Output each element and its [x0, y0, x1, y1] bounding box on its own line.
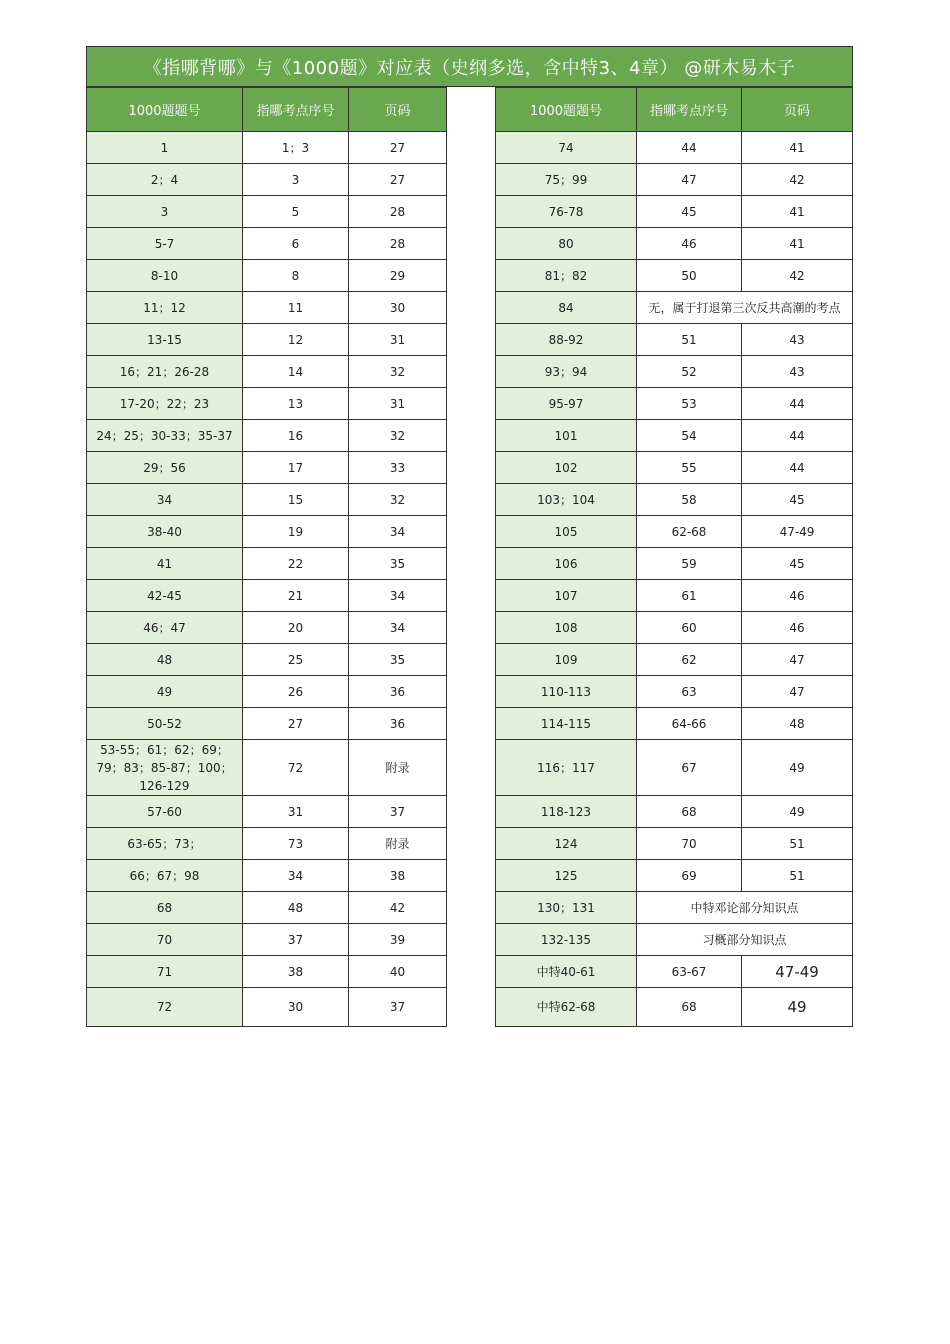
point-number-cell: 21	[243, 580, 349, 612]
page-cell: 47	[742, 644, 853, 676]
header-point-number: 指哪考点序号	[637, 88, 742, 132]
point-number-cell: 73	[243, 828, 349, 860]
table-row	[496, 644, 853, 676]
point-number-cell: 31	[243, 796, 349, 828]
table-row	[87, 956, 447, 988]
page-cell: 49	[742, 740, 853, 796]
point-number-cell: 63	[637, 676, 742, 708]
point-number-cell: 19	[243, 516, 349, 548]
table-row	[496, 420, 853, 452]
point-number-cell: 60	[637, 612, 742, 644]
question-number-cell: 中特62-68	[496, 988, 637, 1027]
question-number-cell: 29；56	[87, 452, 243, 484]
correspondence-sheet	[86, 46, 853, 1027]
question-number-cell: 50-52	[87, 708, 243, 740]
right-header-row	[496, 88, 853, 132]
table-row	[87, 292, 447, 324]
right-table	[495, 87, 853, 1027]
table-row	[87, 676, 447, 708]
point-number-cell: 15	[243, 484, 349, 516]
question-number-cell: 53-55；61；62；69；79；83；85-87；100；126-129	[87, 740, 243, 796]
page-cell: 28	[349, 196, 447, 228]
page-cell: 44	[742, 452, 853, 484]
header-question-number: 1000题题号	[496, 88, 637, 132]
table-row	[496, 132, 853, 164]
question-number-cell: 81；82	[496, 260, 637, 292]
question-number-cell: 95-97	[496, 388, 637, 420]
page-cell: 41	[742, 228, 853, 260]
page-cell: 31	[349, 388, 447, 420]
point-number-cell: 70	[637, 828, 742, 860]
point-number-cell: 22	[243, 548, 349, 580]
table-row	[496, 676, 853, 708]
page-cell: 附录	[349, 740, 447, 796]
page-cell: 42	[349, 892, 447, 924]
page-cell: 33	[349, 452, 447, 484]
table-row	[87, 988, 447, 1027]
point-number-cell: 67	[637, 740, 742, 796]
point-number-cell: 62-68	[637, 516, 742, 548]
point-number-cell: 53	[637, 388, 742, 420]
page-cell: 42	[742, 260, 853, 292]
question-number-cell: 42-45	[87, 580, 243, 612]
page-cell: 46	[742, 580, 853, 612]
page-cell: 34	[349, 612, 447, 644]
page-cell: 39	[349, 924, 447, 956]
page-cell: 47-49	[742, 516, 853, 548]
page-cell: 43	[742, 356, 853, 388]
page-cell: 44	[742, 388, 853, 420]
question-number-cell: 63-65；73；	[87, 828, 243, 860]
page-cell: 附录	[349, 828, 447, 860]
question-number-cell: 105	[496, 516, 637, 548]
question-number-cell: 124	[496, 828, 637, 860]
point-number-cell: 30	[243, 988, 349, 1027]
question-number-cell: 中特40-61	[496, 956, 637, 988]
page-cell: 49	[742, 796, 853, 828]
question-number-cell: 1	[87, 132, 243, 164]
point-number-cell: 68	[637, 988, 742, 1027]
point-number-cell: 34	[243, 860, 349, 892]
page-cell: 27	[349, 132, 447, 164]
table-row	[87, 580, 447, 612]
question-number-cell: 38-40	[87, 516, 243, 548]
header-point-number: 指哪考点序号	[243, 88, 349, 132]
table-row	[87, 516, 447, 548]
question-number-cell: 17-20；22；23	[87, 388, 243, 420]
page-cell: 37	[349, 796, 447, 828]
point-number-cell: 58	[637, 484, 742, 516]
point-number-cell: 13	[243, 388, 349, 420]
point-number-cell: 3	[243, 164, 349, 196]
point-number-cell: 62	[637, 644, 742, 676]
table-row	[87, 324, 447, 356]
question-number-cell: 93；94	[496, 356, 637, 388]
page-cell: 46	[742, 612, 853, 644]
point-number-cell: 46	[637, 228, 742, 260]
page-cell: 40	[349, 956, 447, 988]
table-row	[496, 388, 853, 420]
point-number-cell: 8	[243, 260, 349, 292]
page-cell: 31	[349, 324, 447, 356]
page-cell: 32	[349, 356, 447, 388]
question-number-cell: 8-10	[87, 260, 243, 292]
note-cell: 习概部分知识点	[637, 924, 853, 956]
table-row	[87, 708, 447, 740]
point-number-cell: 69	[637, 860, 742, 892]
question-number-cell: 70	[87, 924, 243, 956]
point-number-cell: 51	[637, 324, 742, 356]
page-cell: 37	[349, 988, 447, 1027]
question-number-cell: 76-78	[496, 196, 637, 228]
question-number-cell: 116；117	[496, 740, 637, 796]
table-row	[496, 164, 853, 196]
page-cell: 36	[349, 708, 447, 740]
table-row	[496, 828, 853, 860]
table-row	[496, 892, 853, 924]
page-cell: 44	[742, 420, 853, 452]
page-cell: 48	[742, 708, 853, 740]
table-row	[87, 828, 447, 860]
page-cell: 34	[349, 580, 447, 612]
point-number-cell: 5	[243, 196, 349, 228]
page-cell: 49	[742, 988, 853, 1027]
page-cell: 35	[349, 548, 447, 580]
page-cell: 35	[349, 644, 447, 676]
question-number-cell: 66；67；98	[87, 860, 243, 892]
question-number-cell: 41	[87, 548, 243, 580]
table-row	[496, 924, 853, 956]
page-cell: 38	[349, 860, 447, 892]
point-number-cell: 68	[637, 796, 742, 828]
table-row	[87, 924, 447, 956]
point-number-cell: 6	[243, 228, 349, 260]
question-number-cell: 101	[496, 420, 637, 452]
table-row	[496, 356, 853, 388]
table-row	[496, 516, 853, 548]
table-row	[87, 892, 447, 924]
table-row	[496, 740, 853, 796]
question-number-cell: 5-7	[87, 228, 243, 260]
table-row	[87, 420, 447, 452]
table-row	[87, 132, 447, 164]
note-cell: 无，属于打退第三次反共高潮的考点	[637, 292, 853, 324]
point-number-cell: 16	[243, 420, 349, 452]
question-number-cell: 103；104	[496, 484, 637, 516]
page-cell: 41	[742, 196, 853, 228]
question-number-cell: 34	[87, 484, 243, 516]
table-row	[496, 860, 853, 892]
question-number-cell: 72	[87, 988, 243, 1027]
question-number-cell: 102	[496, 452, 637, 484]
table-row	[496, 260, 853, 292]
page-cell: 34	[349, 516, 447, 548]
table-row	[87, 228, 447, 260]
question-number-cell: 46；47	[87, 612, 243, 644]
page-cell: 32	[349, 420, 447, 452]
table-row	[87, 644, 447, 676]
question-number-cell: 16；21；26-28	[87, 356, 243, 388]
question-number-cell: 3	[87, 196, 243, 228]
point-number-cell: 38	[243, 956, 349, 988]
point-number-cell: 1；3	[243, 132, 349, 164]
question-number-cell: 132-135	[496, 924, 637, 956]
page-cell: 41	[742, 132, 853, 164]
question-number-cell: 107	[496, 580, 637, 612]
point-number-cell: 25	[243, 644, 349, 676]
table-row	[87, 796, 447, 828]
page-cell: 47	[742, 676, 853, 708]
left-table	[86, 87, 447, 1027]
table-row	[496, 452, 853, 484]
table-row	[87, 740, 447, 796]
point-number-cell: 20	[243, 612, 349, 644]
point-number-cell: 59	[637, 548, 742, 580]
question-number-cell: 49	[87, 676, 243, 708]
table-row	[87, 548, 447, 580]
question-number-cell: 106	[496, 548, 637, 580]
point-number-cell: 11	[243, 292, 349, 324]
question-number-cell: 109	[496, 644, 637, 676]
table-row	[87, 164, 447, 196]
question-number-cell: 57-60	[87, 796, 243, 828]
question-number-cell: 75；99	[496, 164, 637, 196]
question-number-cell: 88-92	[496, 324, 637, 356]
question-number-cell: 130；131	[496, 892, 637, 924]
page-cell: 51	[742, 828, 853, 860]
question-number-cell: 84	[496, 292, 637, 324]
point-number-cell: 54	[637, 420, 742, 452]
table-row	[87, 356, 447, 388]
header-page: 页码	[742, 88, 853, 132]
page-cell: 51	[742, 860, 853, 892]
point-number-cell: 48	[243, 892, 349, 924]
table-row	[496, 324, 853, 356]
question-number-cell: 125	[496, 860, 637, 892]
point-number-cell: 52	[637, 356, 742, 388]
table-row	[496, 548, 853, 580]
table-row	[87, 484, 447, 516]
sheet-title: 《指哪背哪》与《1000题》对应表（史纲多选，含中特3、4章） @研木易木子	[86, 46, 853, 87]
question-number-cell: 118-123	[496, 796, 637, 828]
point-number-cell: 64-66	[637, 708, 742, 740]
point-number-cell: 27	[243, 708, 349, 740]
table-row	[87, 260, 447, 292]
table-row	[496, 988, 853, 1027]
table-row	[496, 796, 853, 828]
question-number-cell: 108	[496, 612, 637, 644]
point-number-cell: 72	[243, 740, 349, 796]
table-row	[496, 580, 853, 612]
page-cell: 28	[349, 228, 447, 260]
table-row	[496, 228, 853, 260]
page-cell: 30	[349, 292, 447, 324]
point-number-cell: 45	[637, 196, 742, 228]
question-number-cell: 71	[87, 956, 243, 988]
question-number-cell: 80	[496, 228, 637, 260]
question-number-cell: 114-115	[496, 708, 637, 740]
header-page: 页码	[349, 88, 447, 132]
page-cell: 45	[742, 484, 853, 516]
question-number-cell: 24；25；30-33；35-37	[87, 420, 243, 452]
page-cell: 36	[349, 676, 447, 708]
question-number-cell: 48	[87, 644, 243, 676]
note-cell: 中特邓论部分知识点	[637, 892, 853, 924]
point-number-cell: 12	[243, 324, 349, 356]
question-number-cell: 2；4	[87, 164, 243, 196]
table-row	[87, 612, 447, 644]
point-number-cell: 61	[637, 580, 742, 612]
page-cell: 29	[349, 260, 447, 292]
page-cell: 43	[742, 324, 853, 356]
question-number-cell: 13-15	[87, 324, 243, 356]
table-row	[87, 452, 447, 484]
point-number-cell: 55	[637, 452, 742, 484]
page-cell: 47-49	[742, 956, 853, 988]
left-header-row	[87, 88, 447, 132]
table-row	[496, 484, 853, 516]
table-row	[496, 708, 853, 740]
question-number-cell: 110-113	[496, 676, 637, 708]
point-number-cell: 47	[637, 164, 742, 196]
question-number-cell: 74	[496, 132, 637, 164]
page-cell: 32	[349, 484, 447, 516]
point-number-cell: 37	[243, 924, 349, 956]
point-number-cell: 63-67	[637, 956, 742, 988]
point-number-cell: 44	[637, 132, 742, 164]
page-cell: 45	[742, 548, 853, 580]
header-question-number: 1000题题号	[87, 88, 243, 132]
point-number-cell: 14	[243, 356, 349, 388]
point-number-cell: 26	[243, 676, 349, 708]
point-number-cell: 17	[243, 452, 349, 484]
question-number-cell: 11；12	[87, 292, 243, 324]
point-number-cell: 50	[637, 260, 742, 292]
question-number-cell: 68	[87, 892, 243, 924]
table-row	[496, 956, 853, 988]
table-row	[87, 196, 447, 228]
table-row	[87, 388, 447, 420]
table-row	[87, 860, 447, 892]
table-row	[496, 612, 853, 644]
table-row	[496, 196, 853, 228]
page-cell: 27	[349, 164, 447, 196]
table-row	[496, 292, 853, 324]
page-cell: 42	[742, 164, 853, 196]
